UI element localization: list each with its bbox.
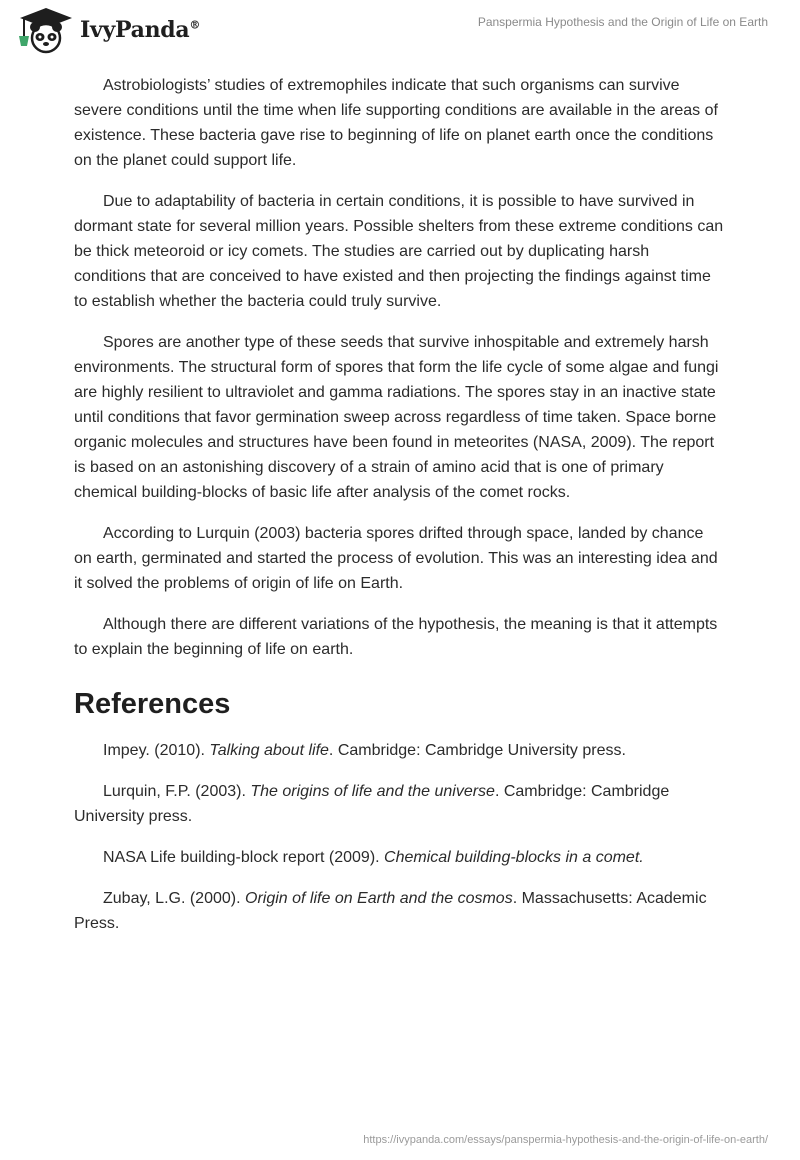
paragraph: Although there are different variations of the hypothesis, the meaning is that it attempts to explain the beginning of life on earth.: [74, 616, 718, 658]
reference-item: Lurquin, F.P. (2003). The origins of life and the universe. Cambridge: Cambridge University press.: [74, 783, 670, 825]
brand-name: IvyPanda®: [80, 17, 201, 43]
paragraph: Astrobiologists’ studies of extremophiles indicate that such organisms can survive severe conditions until the time when life supporting conditions are available in the areas of existence. These bacteria gave rise to beginning of life on planet earth once the conditions on the planet could support life.: [74, 77, 718, 169]
page-header: [0, 0, 800, 60]
brand-logo[interactable]: [16, 6, 200, 54]
essay-content: [74, 73, 724, 952]
source-url[interactable]: https://ivypanda.com/essays/panspermia-hypothesis-and-the-origin-of-life-on-earth/: [363, 1134, 768, 1146]
panda-graduate-icon: [16, 6, 76, 54]
paragraph: Spores are another type of these seeds that survive inhospitable and extremely harsh environments. The structural form of spores that form the life cycle of some algae and fungi are highly resilient to ultraviolet and gamma radiations. The spores stay in an inactive state until conditions that favor germination sweep across regardless of time taken. Space borne organic molecules and structures have been found in meteorites (NASA, 2009). The report is based on an astonishing discovery of a strain of amino acid that is one of primary chemical building-blocks of basic life after analysis of the comet rocks.: [74, 334, 719, 501]
paragraph: Due to adaptability of bacteria in certain conditions, it is possible to have survived in dormant state for several million years. Possible shelters from these extreme conditions can be thick meteoroid or icy comets. The studies are carried out by duplicating harsh conditions that are conceived to have existed and then projecting the findings against time to establish whether the bacteria could truly survive.: [74, 193, 724, 310]
page-title: Panspermia Hypothesis and the Origin of Life on Earth: [477, 15, 768, 29]
references-heading: References: [74, 688, 231, 720]
paragraph: According to Lurquin (2003) bacteria spores drifted through space, landed by chance on earth, germinated and started the process of evolution. This was an interesting idea and it solved the problems of origin of life on Earth.: [74, 525, 718, 592]
reference-item: NASA Life building-block report (2009). Chemical building-blocks in a comet.: [103, 849, 644, 866]
reference-item: Impey. (2010). Talking about life. Cambridge: Cambridge University press.: [103, 742, 626, 759]
reference-item: Zubay, L.G. (2000). Origin of life on Earth and the cosmos. Massachusetts: Academic Press.: [74, 890, 707, 932]
